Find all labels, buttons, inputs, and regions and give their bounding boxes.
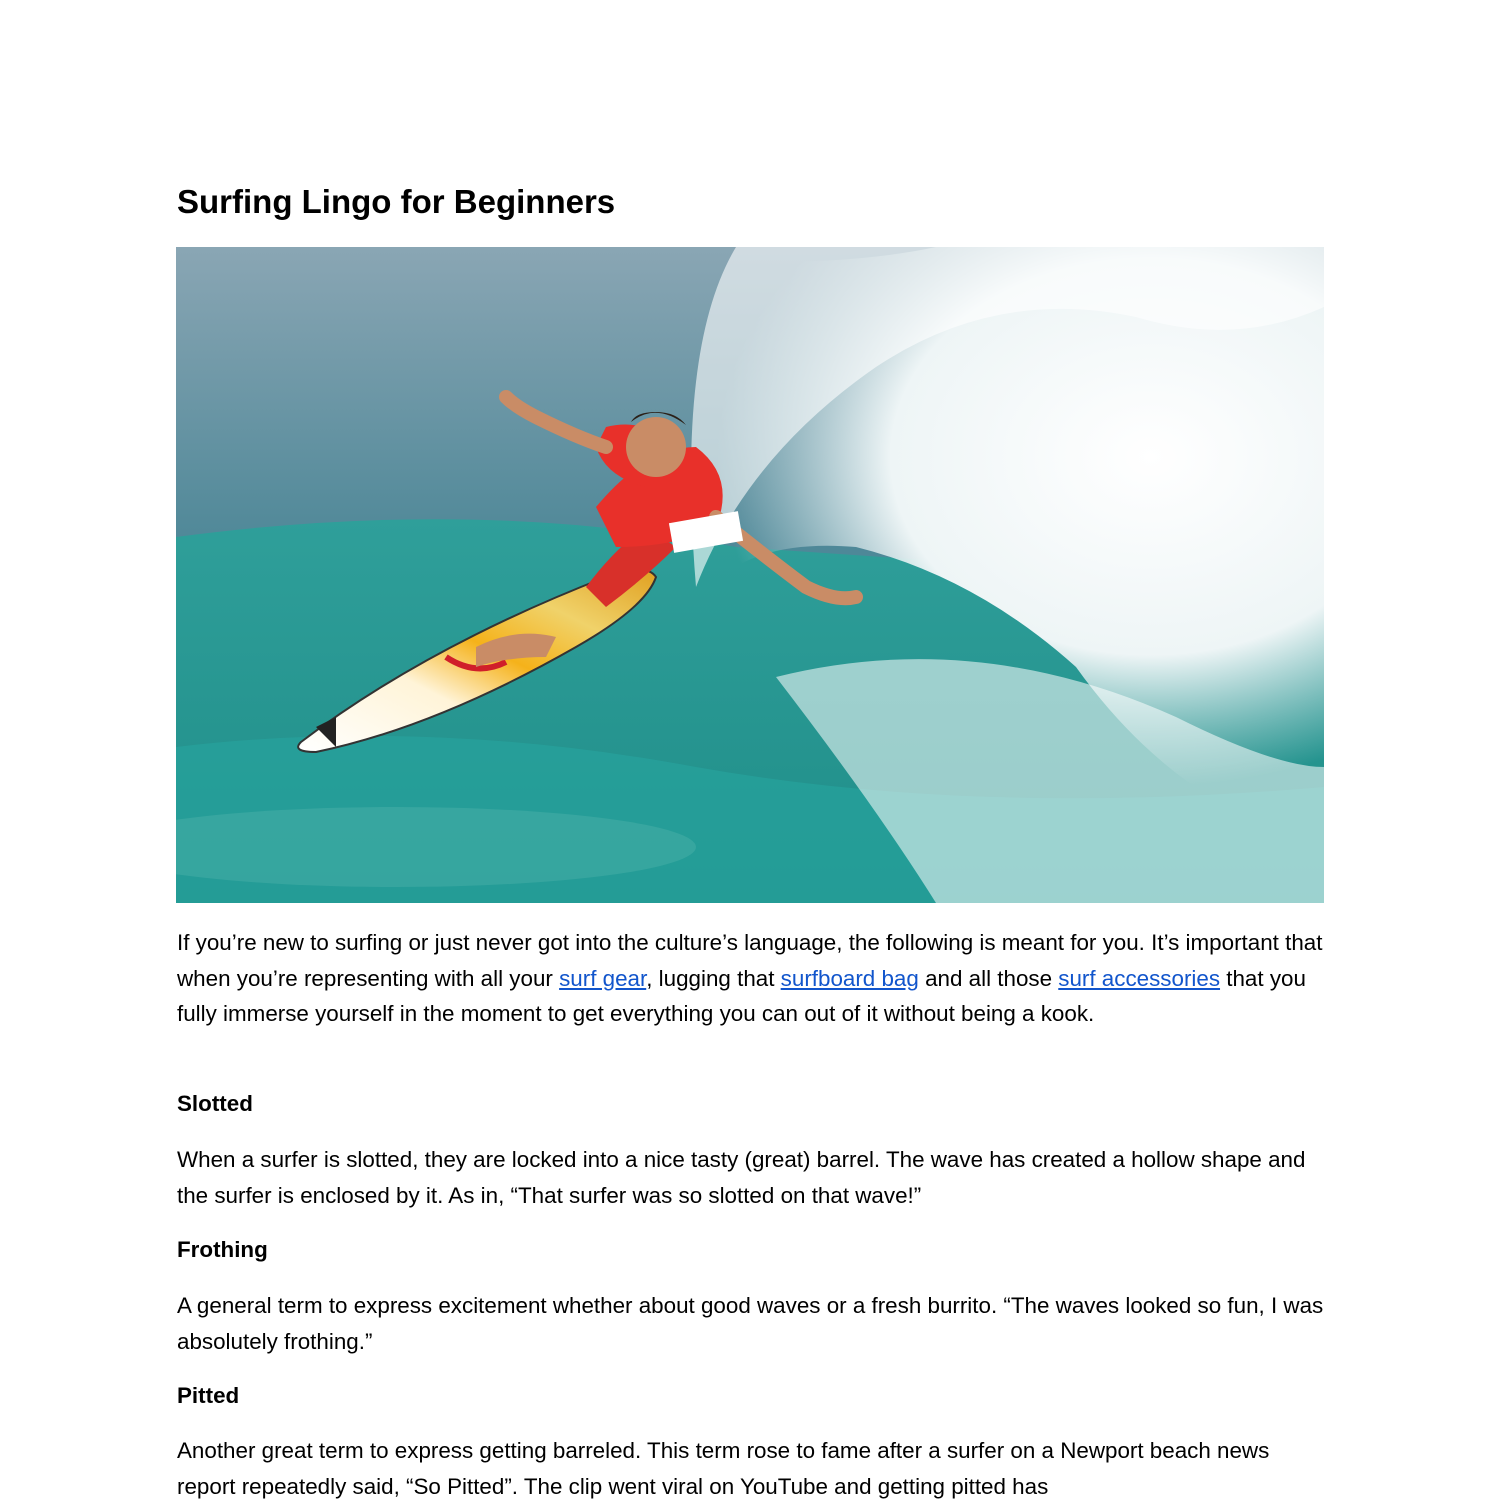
definition-pitted — [177, 1433, 1327, 1504]
surf-gear-link[interactable]: surf gear — [559, 965, 647, 991]
definition-text: A general term to express excitement whether about good waves or a fresh burrito. “The waves looked so fun, I was absolutely frothing.” — [177, 1293, 1324, 1354]
definition-frothing — [177, 1288, 1327, 1359]
definition-text: Another great term to express getting barreled. This term rose to fame after a surfer on a Newport beach news report repeatedly said, “So Pitted”. The clip went viral on YouTube and getting pitted has — [177, 1438, 1270, 1499]
intro-text: and all those — [918, 965, 1059, 991]
definition-text: When a surfer is slotted, they are locked into a nice tasty (great) barrel. The wave has created a hollow shape and the surfer is enclosed by it. As in, “That surfer was so slotted on that wave!” — [177, 1147, 1306, 1208]
surfboard-bag-link[interactable]: surfboard bag — [780, 965, 919, 991]
intro-paragraph — [177, 925, 1327, 1032]
definition-slotted — [177, 1142, 1327, 1213]
term-heading-frothing: Frothing — [177, 1237, 268, 1262]
intro-text: , lugging that — [646, 965, 781, 991]
intro-text: If you’re new to surfing or just never got into the culture’s language, the following is meant for you. It’s important that when you’re representing with all your — [177, 930, 1323, 991]
page-title: Surfing Lingo for Beginners — [177, 183, 616, 220]
surf-accessories-link[interactable]: surf accessories — [1058, 965, 1221, 991]
term-heading-slotted: Slotted — [177, 1091, 253, 1116]
intro-text: that you fully immerse yourself in the moment to get everything you can out of it without being a kook. — [177, 965, 1306, 1026]
term-heading-pitted: Pitted — [177, 1383, 240, 1408]
surfer-photo — [176, 247, 1324, 903]
